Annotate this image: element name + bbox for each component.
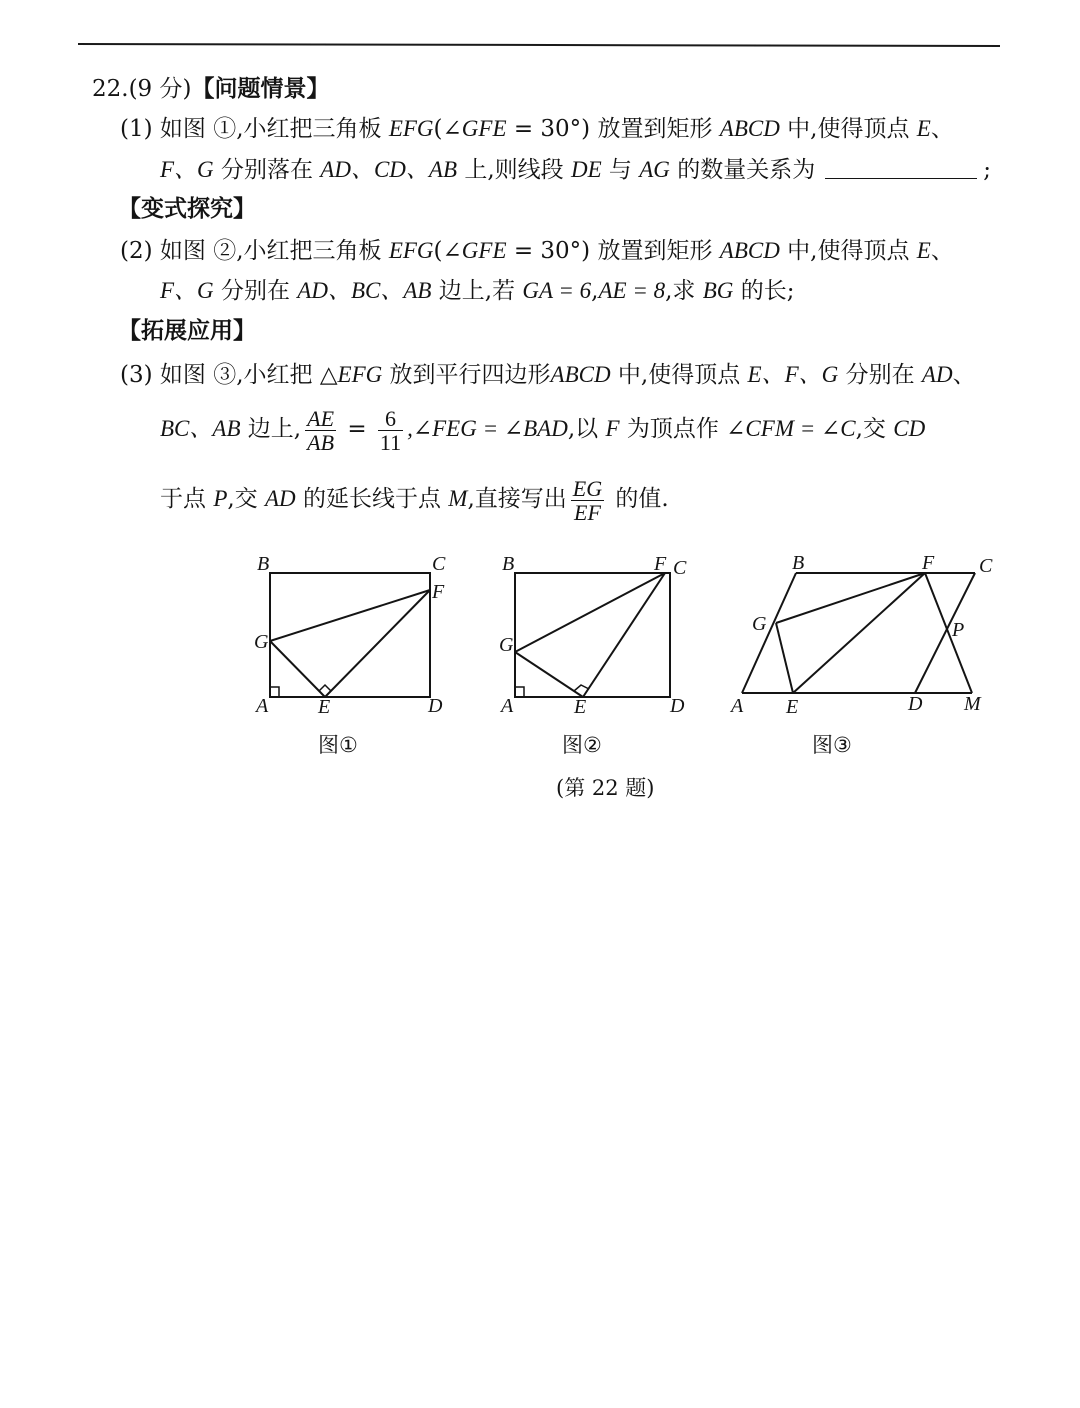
label-p: P <box>952 619 965 641</box>
text: , <box>591 278 599 304</box>
text: 为顶点作 <box>619 416 727 442</box>
text: ,求 <box>665 278 703 304</box>
segment-gf <box>776 573 925 623</box>
parallelogram-name: ABCD <box>550 362 611 387</box>
label-e: E <box>318 696 331 718</box>
question-number: 22. <box>92 76 129 102</box>
text: 的数量关系为 <box>669 157 816 183</box>
text: 放置到矩形 <box>590 238 720 264</box>
text: 与 <box>601 157 640 183</box>
text: ,交 <box>227 486 265 512</box>
sides: BC、AB <box>160 416 241 441</box>
text: 放到平行四边形 <box>382 362 551 388</box>
text: = <box>340 416 374 442</box>
label-f: F <box>432 581 445 603</box>
angle-cfm: ∠CFM = ∠C <box>726 416 856 441</box>
label-c: C <box>979 555 993 577</box>
part1-suffix: 中,使得顶点 <box>779 116 917 142</box>
condition-ga: GA = 6 <box>522 278 592 303</box>
right-angle-mark-a <box>515 687 524 697</box>
angle-value: = 30°) <box>506 116 591 142</box>
triangle-name: EFG <box>388 238 434 263</box>
segment-de: DE <box>570 157 602 182</box>
segment-ef <box>793 573 925 693</box>
label-d: D <box>670 695 685 717</box>
text: 上,则线段 <box>457 157 571 183</box>
text: 中,使得顶点 <box>779 238 917 264</box>
label-f: F <box>922 552 935 574</box>
segment-ge <box>776 623 793 693</box>
point-e: E <box>916 238 931 263</box>
fraction-numerator: 6 <box>378 407 403 431</box>
vertex-f: F <box>605 416 620 441</box>
text: 、 <box>930 238 954 264</box>
condition-angle: ,∠FEG = ∠BAD <box>407 416 568 441</box>
points-fg: F、G <box>160 278 214 303</box>
label-g: G <box>752 613 767 635</box>
label-a: A <box>256 695 269 717</box>
point-p: P <box>213 486 228 511</box>
side-cd: CD <box>893 416 926 441</box>
angle-name: GFE <box>461 116 507 141</box>
angle-open: (∠ <box>433 238 462 264</box>
label-a: A <box>731 695 744 717</box>
right-angle-mark-e <box>319 685 331 691</box>
label-g: G <box>254 631 269 653</box>
triangle-name: EFG <box>388 116 434 141</box>
angle-name: GFE <box>461 238 507 263</box>
points-efg: E、F、G <box>747 362 839 387</box>
fraction-denominator: 11 <box>379 429 402 455</box>
question-caption: (第 22 题) <box>556 776 655 800</box>
points-fg: F、G <box>160 157 214 182</box>
text: 分别在 <box>213 278 298 304</box>
section-title-3: 【拓展应用】 <box>118 318 256 344</box>
text: 分别在 <box>838 362 922 388</box>
label-c: C <box>432 553 446 575</box>
condition-ae: AE = 8 <box>598 278 666 303</box>
label-f: F <box>654 553 667 575</box>
label-c: C <box>673 557 687 579</box>
point-m: M <box>448 486 468 511</box>
text: ,以 <box>567 416 606 442</box>
segment-ag: AG <box>639 157 670 182</box>
label-g: G <box>499 634 514 656</box>
label-b: B <box>792 552 805 574</box>
label-m: M <box>964 693 981 715</box>
text: 分别落在 <box>213 157 321 183</box>
label-a: A <box>501 695 514 717</box>
label-b: B <box>257 553 270 575</box>
fraction-denominator: EF <box>574 499 601 525</box>
label-e: E <box>574 696 587 718</box>
sides: AD、BC、AB <box>297 278 432 303</box>
point-e: E <box>916 116 931 141</box>
label-e: E <box>786 696 799 718</box>
section-title-1: 【问题情景】 <box>191 76 330 102</box>
side-ad: AD <box>265 486 296 511</box>
rectangle-abcd <box>270 573 430 697</box>
text: ; <box>983 157 991 183</box>
rect-name: ABCD <box>719 238 780 263</box>
fraction-denominator: AB <box>307 429 335 455</box>
section-title-2: 【变式探究】 <box>118 196 256 222</box>
part1-end: 、 <box>930 116 954 142</box>
text: ,直接写出 <box>467 486 567 512</box>
angle-open: (∠ <box>433 116 462 142</box>
right-angle-mark-a <box>270 687 279 697</box>
segment-ef <box>583 573 665 697</box>
label-b: B <box>502 553 515 575</box>
figure-3 <box>742 573 975 693</box>
part2-prefix: (2) 如图 ②,小红把三角板 <box>120 238 389 264</box>
label-d: D <box>908 693 923 715</box>
rectangle-abcd <box>515 573 670 697</box>
part1-mid: 放置到矩形 <box>590 116 720 142</box>
angle-value: = 30°) <box>506 238 591 264</box>
part1-prefix: (1) 如图 ①,小红把三角板 <box>120 116 389 142</box>
fraction-numerator: EG <box>572 475 603 501</box>
text: 中,使得顶点 <box>610 362 748 388</box>
side-ad: AD <box>921 362 953 387</box>
text: 边上, <box>240 416 302 442</box>
part3-prefix: (3) 如图 ③,小红把 △ <box>120 362 338 388</box>
text: 于点 <box>160 486 214 512</box>
label-d: D <box>428 695 443 717</box>
figure-2 <box>515 573 670 697</box>
target-bg: BG <box>702 278 734 303</box>
triangle-name: EFG <box>337 362 383 387</box>
text: 的长; <box>733 278 795 304</box>
text: 、 <box>952 362 976 388</box>
segment-gf <box>515 573 665 652</box>
text: 边上,若 <box>431 278 523 304</box>
text: 的延长线于点 <box>295 486 449 512</box>
figure-3-caption: 图③ <box>812 733 852 757</box>
question-points: (9 分) <box>128 76 192 102</box>
rect-name: ABCD <box>719 116 780 141</box>
sides: AD、CD、AB <box>320 157 458 182</box>
figure-1 <box>270 573 430 697</box>
text: 的值. <box>608 486 669 512</box>
segment-ge <box>515 652 583 697</box>
figure-1-caption: 图① <box>318 733 358 757</box>
figure-2-caption: 图② <box>562 733 602 757</box>
text: ,交 <box>855 416 894 442</box>
fraction-numerator: AE <box>307 405 335 431</box>
